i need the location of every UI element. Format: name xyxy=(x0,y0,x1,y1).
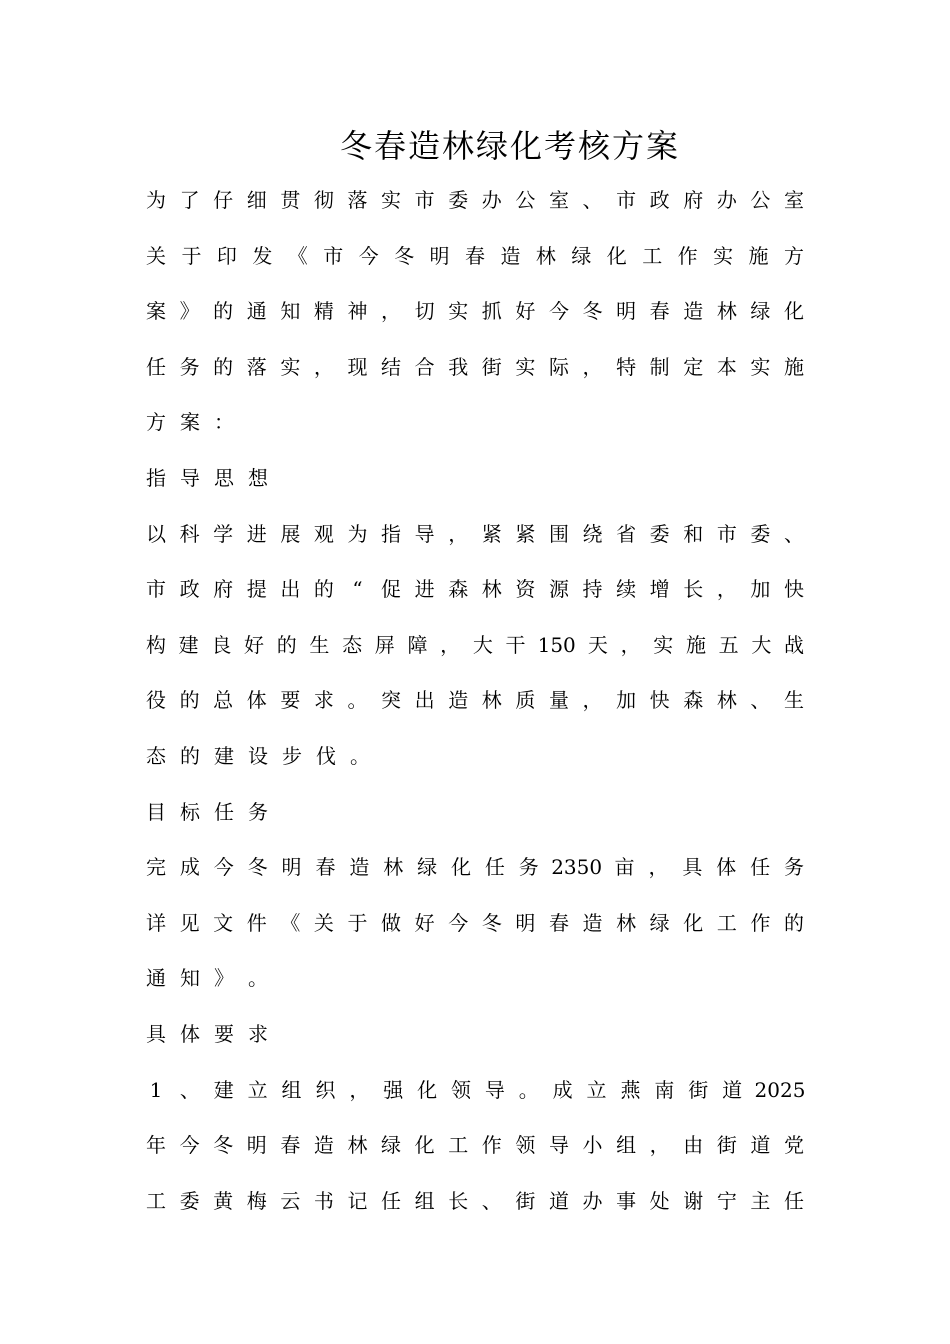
text-char: 、 xyxy=(582,188,603,212)
text-char: 任 xyxy=(214,799,234,824)
text-char: 实 xyxy=(515,354,536,379)
text-char: 办 xyxy=(716,188,737,212)
text-char: 的 xyxy=(213,299,234,324)
text-char: 市 xyxy=(616,188,637,212)
text-char: 指 xyxy=(146,466,166,490)
text-char: 要 xyxy=(214,1022,234,1046)
text-char: 强 xyxy=(383,1077,404,1102)
text-char: 长 xyxy=(683,577,704,602)
text-char: 导 xyxy=(484,1077,505,1102)
text-char: 任 xyxy=(750,855,771,880)
text-char: 资 xyxy=(515,577,536,602)
text-char: 天 xyxy=(587,632,608,657)
text-char: 。 xyxy=(350,744,370,768)
text-char: 体 xyxy=(716,855,737,880)
text-char: 街 xyxy=(688,1077,709,1102)
text-char: 想 xyxy=(248,466,268,490)
text-char: 施 xyxy=(784,354,804,379)
text-char: 办 xyxy=(481,188,502,212)
text-char: 制 xyxy=(649,354,670,379)
text-char: 森 xyxy=(683,688,704,713)
text-char: 委 xyxy=(179,1188,200,1213)
text-char: 源 xyxy=(548,577,569,602)
text-char: 今 xyxy=(548,299,569,324)
text-char: 街 xyxy=(481,354,502,379)
text-char: 导 xyxy=(414,521,435,546)
text-char: 和 xyxy=(683,521,704,546)
text-char: 造 xyxy=(582,910,603,935)
text-char: 冬 xyxy=(394,243,415,268)
text-char: 围 xyxy=(548,521,569,546)
text-char: 任 xyxy=(381,1188,402,1213)
text-char: 长 xyxy=(448,1188,469,1213)
text-char: 的 xyxy=(179,688,200,713)
text-char: 明 xyxy=(281,855,302,880)
text-char: 知 xyxy=(180,966,200,991)
text-char: 处 xyxy=(649,1188,670,1213)
text-char: 工 xyxy=(146,1188,166,1213)
text-char: 仔 xyxy=(213,188,234,212)
text-char: 春 xyxy=(649,299,670,324)
text-char: 精 xyxy=(313,299,334,324)
text-char: 任 xyxy=(146,354,166,379)
text-char: 加 xyxy=(750,577,771,602)
text-char: 公 xyxy=(515,188,536,212)
text-char: 工 xyxy=(642,243,663,268)
text-char: 神 xyxy=(347,299,368,324)
text-char: 《 xyxy=(280,910,301,935)
text-char: 化 xyxy=(784,299,804,324)
text-char: 林 xyxy=(716,299,737,324)
text-char: 以 xyxy=(146,521,166,546)
text-char: 学 xyxy=(213,521,234,546)
text-char: 黄 xyxy=(213,1188,234,1213)
text-char: 促 xyxy=(381,577,402,602)
text-char: 春 xyxy=(465,243,485,268)
text-char: 出 xyxy=(414,688,435,713)
text-char: 五 xyxy=(718,632,739,657)
text-char: 市 xyxy=(716,521,737,546)
text-char: 结 xyxy=(381,354,402,379)
text-char: 森 xyxy=(448,577,469,602)
text-char: 切 xyxy=(414,299,435,324)
text-char: ： xyxy=(214,410,234,435)
text-char: 。 xyxy=(248,966,268,991)
text-char: 小 xyxy=(582,1133,603,1158)
text-char: 量 xyxy=(548,688,569,713)
text-char: 的 xyxy=(313,577,334,602)
text-char: 印 xyxy=(216,243,237,268)
text-char: 关 xyxy=(313,910,334,935)
text-char: 绿 xyxy=(381,1133,402,1158)
text-char: 今 xyxy=(448,910,469,935)
text-char: 具 xyxy=(146,1022,166,1046)
text-char: 宁 xyxy=(716,1188,737,1213)
text-char: 林 xyxy=(616,910,637,935)
text-char: 体 xyxy=(180,1022,200,1046)
text-char: 务 xyxy=(179,354,200,379)
text-char: ， xyxy=(440,632,461,657)
text-char: 化 xyxy=(417,1077,438,1102)
text-char: 合 xyxy=(414,354,435,379)
text-char: 道 xyxy=(548,1188,569,1213)
text-char: 冬 xyxy=(481,910,502,935)
text-char: 大 xyxy=(472,632,493,657)
text-char: 的 xyxy=(276,632,297,657)
text-char: 现 xyxy=(347,354,368,379)
text-char: 做 xyxy=(381,910,402,935)
text-char: 任 xyxy=(784,1188,804,1213)
text-char: 紧 xyxy=(515,521,536,546)
text-char: 生 xyxy=(784,688,804,713)
text-char: 续 xyxy=(616,577,637,602)
text-char: 案 xyxy=(146,299,166,324)
text-char: 实 xyxy=(750,354,771,379)
text-char: 作 xyxy=(750,910,771,935)
text-char: 实 xyxy=(713,243,734,268)
text-char: 林 xyxy=(347,1133,368,1158)
text-char: 明 xyxy=(616,299,637,324)
text-char: 2025 xyxy=(754,1077,806,1102)
text-char: 求 xyxy=(313,688,334,713)
text-char: 具 xyxy=(682,855,703,880)
text-char: 府 xyxy=(213,577,234,602)
text-char: 良 xyxy=(211,632,232,657)
text-char: 的 xyxy=(180,744,200,768)
text-char: 思 xyxy=(214,466,234,490)
text-char: 谢 xyxy=(683,1188,704,1213)
text-char: 组 xyxy=(414,1188,435,1213)
text-char: ， xyxy=(349,1077,370,1102)
text-char: 春 xyxy=(548,910,569,935)
text-char: 建 xyxy=(178,632,199,657)
text-char: 建 xyxy=(213,1077,234,1102)
text-char: 步 xyxy=(282,744,302,768)
text-char: 事 xyxy=(616,1188,637,1213)
text-char: 增 xyxy=(649,577,670,602)
text-char: 于 xyxy=(181,243,202,268)
text-char: ， xyxy=(648,855,669,880)
text-char: 工 xyxy=(716,910,737,935)
text-char: 方 xyxy=(146,410,166,435)
text-char: 好 xyxy=(515,299,536,324)
text-char: 明 xyxy=(429,243,450,268)
text-char: 街 xyxy=(515,1188,536,1213)
text-char: 绿 xyxy=(649,910,670,935)
text-char: 快 xyxy=(784,577,804,602)
text-char: 造 xyxy=(500,243,521,268)
text-char: 成 xyxy=(179,855,200,880)
text-char: 领 xyxy=(515,1133,536,1158)
text-char: 、 xyxy=(750,688,771,713)
text-char: 主 xyxy=(750,1188,771,1213)
text-char: 化 xyxy=(683,910,704,935)
text-char: 绿 xyxy=(750,299,771,324)
text-char: 冬 xyxy=(247,855,268,880)
text-char: 完 xyxy=(146,855,166,880)
text-char: 南 xyxy=(654,1077,675,1102)
text-char: 成 xyxy=(552,1077,573,1102)
text-char: 体 xyxy=(246,688,267,713)
text-char: 1 xyxy=(149,1077,163,1102)
text-char: 目 xyxy=(146,799,166,824)
text-char: 提 xyxy=(246,577,267,602)
text-char: 于 xyxy=(347,910,368,935)
text-char: 方 xyxy=(784,243,804,268)
text-char: 委 xyxy=(750,521,771,546)
text-char: 化 xyxy=(451,855,471,880)
text-char: 贯 xyxy=(280,188,301,212)
text-char: 委 xyxy=(448,188,469,212)
text-char: 落 xyxy=(347,188,368,212)
text-char: 进 xyxy=(246,521,267,546)
text-char: 施 xyxy=(685,632,706,657)
text-char: 文 xyxy=(213,910,234,935)
text-char: 《 xyxy=(287,243,308,268)
text-char: 务 xyxy=(518,855,539,880)
text-char: 细 xyxy=(246,188,267,212)
text-char: 林 xyxy=(481,577,502,602)
text-char: 突 xyxy=(381,688,402,713)
text-char: 详 xyxy=(146,910,166,935)
text-char: 态 xyxy=(146,744,166,768)
text-char: 冬 xyxy=(582,299,603,324)
text-char: ， xyxy=(716,577,737,602)
text-char: 绿 xyxy=(417,855,438,880)
text-char: 大 xyxy=(751,632,772,657)
text-char: 质 xyxy=(515,688,536,713)
text-char: 今 xyxy=(358,243,379,268)
text-char: ， xyxy=(582,354,603,379)
text-char: 道 xyxy=(722,1077,743,1102)
text-char: 。 xyxy=(518,1077,539,1102)
text-char: 云 xyxy=(280,1188,301,1213)
text-char: 特 xyxy=(616,354,637,379)
text-char: 快 xyxy=(649,688,670,713)
text-char: 公 xyxy=(750,188,771,212)
text-char: 好 xyxy=(244,632,265,657)
text-char: 造 xyxy=(448,688,469,713)
text-char: 立 xyxy=(586,1077,607,1102)
text-char: 标 xyxy=(180,799,200,824)
text-char: 科 xyxy=(179,521,200,546)
text-char: 我 xyxy=(448,354,469,379)
text-char: 求 xyxy=(248,1022,268,1046)
text-char: 展 xyxy=(280,521,301,546)
text-char: 由 xyxy=(683,1133,704,1158)
text-char: ， xyxy=(582,688,603,713)
text-char: 实 xyxy=(448,299,469,324)
text-char: 林 xyxy=(716,688,737,713)
text-char: 态 xyxy=(342,632,363,657)
text-char: ， xyxy=(620,632,641,657)
text-char: 政 xyxy=(179,577,200,602)
text-char: 案 xyxy=(180,410,200,435)
text-char: 定 xyxy=(683,354,704,379)
text-char: 》 xyxy=(214,966,234,991)
text-char: 导 xyxy=(180,466,200,490)
text-char: 春 xyxy=(280,1133,301,1158)
text-char: 通 xyxy=(246,299,267,324)
text-char: 造 xyxy=(683,299,704,324)
text-char: 办 xyxy=(582,1188,603,1213)
text-char: 务 xyxy=(784,855,804,880)
text-char: 生 xyxy=(309,632,330,657)
text-char: 今 xyxy=(179,1133,200,1158)
text-char: 为 xyxy=(347,521,368,546)
text-char: 领 xyxy=(451,1077,471,1102)
text-char: 导 xyxy=(548,1133,569,1158)
text-char: 化 xyxy=(606,243,627,268)
text-char: 记 xyxy=(347,1188,368,1213)
text-char: 出 xyxy=(280,577,301,602)
text-char: 梅 xyxy=(246,1188,267,1213)
text-char: 发 xyxy=(252,243,273,268)
text-char: 知 xyxy=(280,299,301,324)
text-char: 的 xyxy=(213,354,234,379)
text-char: 作 xyxy=(677,243,698,268)
text-char: 街 xyxy=(716,1133,737,1158)
text-char: 彻 xyxy=(313,188,334,212)
text-char: 实 xyxy=(381,188,402,212)
text-char: 为 xyxy=(146,188,166,212)
text-char: 今 xyxy=(213,855,234,880)
text-char: 造 xyxy=(313,1133,334,1158)
text-char: 障 xyxy=(407,632,428,657)
text-char: 亩 xyxy=(614,855,635,880)
text-char: 组 xyxy=(281,1077,302,1102)
text-char: 春 xyxy=(315,855,336,880)
text-char: 明 xyxy=(515,910,536,935)
text-char: 务 xyxy=(248,799,268,824)
text-char: 绕 xyxy=(582,521,603,546)
text-char: 道 xyxy=(750,1133,771,1158)
text-char: 要 xyxy=(280,688,301,713)
text-char: 年 xyxy=(146,1133,166,1158)
text-char: 抓 xyxy=(481,299,502,324)
text-char: 绿 xyxy=(571,243,592,268)
text-char: “ xyxy=(352,577,363,602)
text-char: 林 xyxy=(535,243,556,268)
text-char: 观 xyxy=(313,521,334,546)
text-char: 委 xyxy=(649,521,670,546)
text-char: 明 xyxy=(246,1133,267,1158)
text-char: 见 xyxy=(179,910,200,935)
text-char: 作 xyxy=(481,1133,502,1158)
text-char: 》 xyxy=(179,299,200,324)
text-char: 屏 xyxy=(374,632,395,657)
text-char: 党 xyxy=(784,1133,804,1158)
text-char: 组 xyxy=(616,1133,637,1158)
text-char: ， xyxy=(448,521,469,546)
text-char: 构 xyxy=(146,632,166,657)
text-char: 室 xyxy=(784,188,804,212)
text-char: 林 xyxy=(383,855,404,880)
text-char: 指 xyxy=(381,521,402,546)
text-char: 任 xyxy=(484,855,505,880)
text-char: 工 xyxy=(448,1133,469,1158)
text-char: 林 xyxy=(481,688,502,713)
text-char: 了 xyxy=(179,188,200,212)
text-char: 紧 xyxy=(481,521,502,546)
text-char: 本 xyxy=(716,354,737,379)
text-char: 。 xyxy=(347,688,368,713)
text-char: 化 xyxy=(414,1133,435,1158)
text-char: 造 xyxy=(349,855,370,880)
text-char: ， xyxy=(381,299,402,324)
text-char: 省 xyxy=(616,521,637,546)
text-char: 的 xyxy=(784,910,804,935)
text-char: 实 xyxy=(653,632,674,657)
text-char: 、 xyxy=(784,521,804,546)
text-char: 燕 xyxy=(620,1077,641,1102)
document-title: 冬春造林绿化考核方案 xyxy=(339,127,680,165)
text-char: ， xyxy=(313,354,334,379)
text-char: 伐 xyxy=(316,744,336,768)
text-char: 市 xyxy=(146,577,166,602)
text-char: 冬 xyxy=(213,1133,234,1158)
text-char: 市 xyxy=(323,243,344,268)
text-char: 、 xyxy=(179,1077,200,1102)
text-char: 建 xyxy=(214,744,234,768)
text-char: 府 xyxy=(683,188,704,212)
text-char: 关 xyxy=(146,243,166,268)
text-char: 市 xyxy=(414,188,435,212)
text-char: 立 xyxy=(247,1077,268,1102)
text-char: 役 xyxy=(146,688,166,713)
text-char: 干 xyxy=(505,632,526,657)
text-char: 书 xyxy=(313,1188,334,1213)
text-char: ， xyxy=(649,1133,670,1158)
text-char: 际 xyxy=(548,354,569,379)
text-char: 施 xyxy=(748,243,769,268)
text-char: 织 xyxy=(315,1077,336,1102)
text-char: 2350 xyxy=(551,855,603,880)
text-char: 加 xyxy=(616,688,637,713)
text-char: 150 xyxy=(537,632,576,657)
text-char: 落 xyxy=(246,354,267,379)
text-char: 政 xyxy=(649,188,670,212)
text-char: 室 xyxy=(548,188,569,212)
text-char: 、 xyxy=(481,1188,502,1213)
text-char: 总 xyxy=(213,688,234,713)
text-char: 实 xyxy=(280,354,301,379)
text-char: 持 xyxy=(582,577,603,602)
text-char: 设 xyxy=(248,744,268,768)
text-char: 战 xyxy=(784,632,804,657)
text-char: 好 xyxy=(414,910,435,935)
text-char: 进 xyxy=(414,577,435,602)
text-char: 件 xyxy=(246,910,267,935)
text-char: 通 xyxy=(146,966,166,991)
